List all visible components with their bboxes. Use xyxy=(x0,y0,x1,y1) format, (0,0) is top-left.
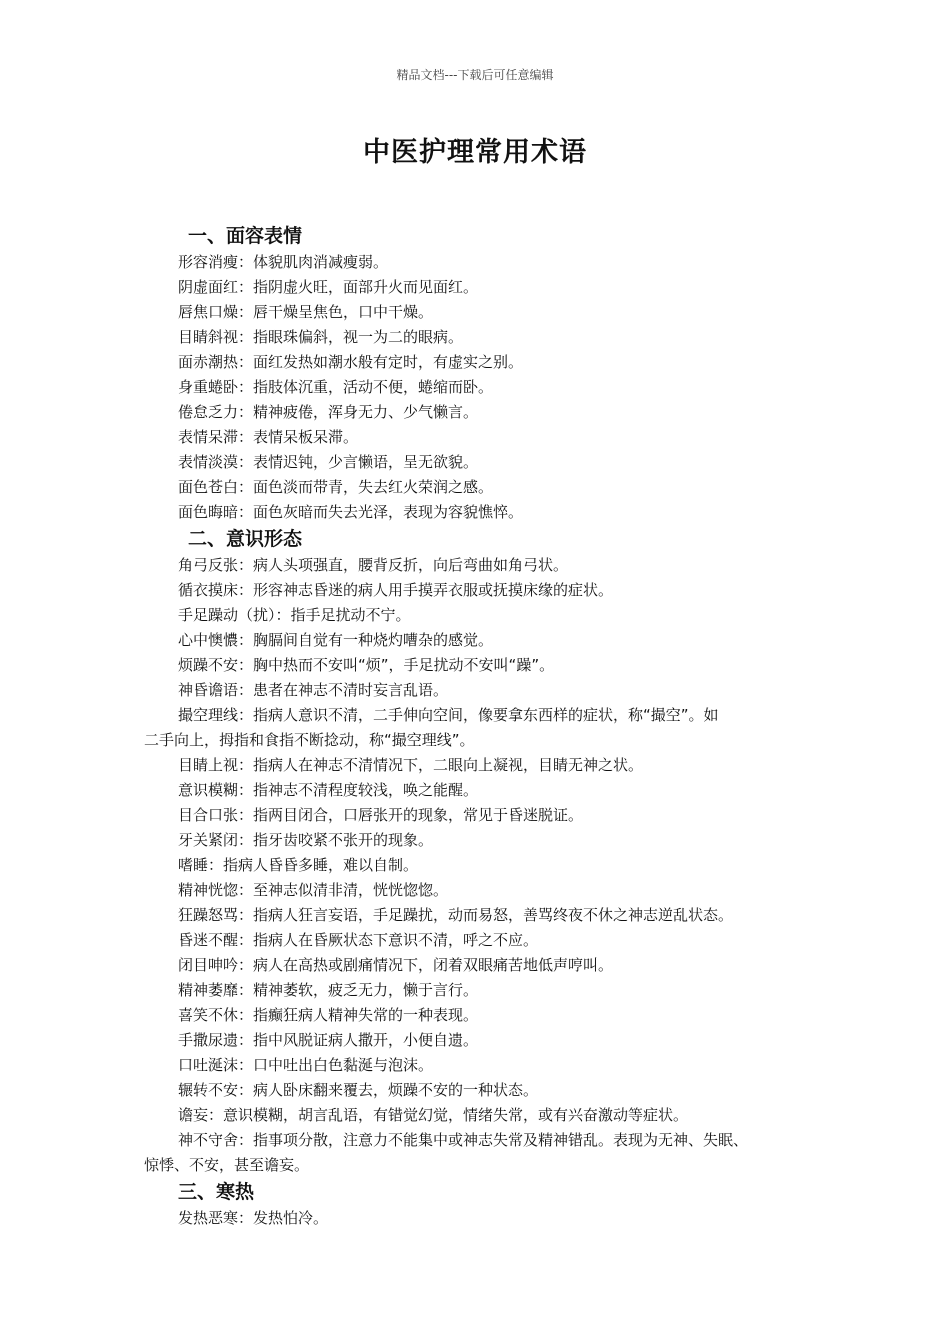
term-line: 身重蜷卧：指肢体沉重，活动不便，蜷缩而卧。 xyxy=(178,378,494,396)
term-paragraph xyxy=(0,1128,950,1178)
term-line: 面赤潮热：面红发热如潮水般有定时，有虚实之别。 xyxy=(178,353,524,371)
term-line: 撮空理线：指病人意识不清，二手伸向空间，像要拿东西样的症状，称“撮空”。如 xyxy=(178,706,719,724)
term-line: 口吐涎沫：口中吐出白色黏涎与泡沫。 xyxy=(178,1056,434,1074)
term-line: 谵妄：意识模糊，胡言乱语，有错觉幻觉，情绪失常，或有兴奋激动等症状。 xyxy=(178,1106,689,1124)
term-line: 心中懊憹：胸膈间自觉有一种烧灼嘈杂的感觉。 xyxy=(178,631,494,649)
term-line-continuation: 惊悸、不安，甚至谵妄。 xyxy=(144,1156,310,1174)
term-line: 表情淡漠：表情迟钝，少言懒语，呈无欲貌。 xyxy=(178,453,479,471)
term-line: 精神萎靡：精神萎软，疲乏无力，懒于言行。 xyxy=(178,981,479,999)
section-heading-facial-expression: 一、面容表情 xyxy=(188,225,303,247)
term-line: 辗转不安：病人卧床翻来覆去，烦躁不安的一种状态。 xyxy=(178,1081,539,1099)
document-body xyxy=(0,222,950,1231)
term-line: 神昏谵语：患者在神志不清时妄言乱语。 xyxy=(178,681,449,699)
term-line: 阴虚面红：指阴虚火旺，面部升火而见面红。 xyxy=(178,278,479,296)
document-title: 中医护理常用术语 xyxy=(363,137,587,168)
term-line: 唇焦口燥：唇干燥呈焦色，口中干燥。 xyxy=(178,303,434,321)
term-line: 面色晦暗：面色灰暗而失去光泽，表现为容貌憔悴。 xyxy=(178,503,524,521)
section-heading-cold-heat: 三、寒热 xyxy=(178,1181,255,1203)
term-line: 手撒尿遗：指中风脱证病人撒开，小便自遗。 xyxy=(178,1031,479,1049)
term-line-continuation: 二手向上，拇指和食指不断捻动，称“撮空理线”。 xyxy=(144,731,475,749)
section-heading-consciousness: 二、意识形态 xyxy=(188,528,303,550)
term-line: 目睛上视：指病人在神志不清情况下，二眼向上凝视，目睛无神之状。 xyxy=(178,756,644,774)
term-line: 嗜睡：指病人昏昏多睡，难以自制。 xyxy=(178,856,419,874)
term-paragraph xyxy=(0,703,950,753)
term-line: 昏迷不醒：指病人在昏厥状态下意识不清，呼之不应。 xyxy=(178,931,539,949)
term-line: 喜笑不休：指癫狂病人精神失常的一种表现。 xyxy=(178,1006,479,1024)
term-line: 神不守舍：指事项分散，注意力不能集中或神志失常及精神错乱。表现为无神、失眠、 xyxy=(178,1131,749,1149)
term-line: 手足躁动（扰）：指手足扰动不宁。 xyxy=(178,606,411,624)
term-line: 牙关紧闭：指牙齿咬紧不张开的现象。 xyxy=(178,831,434,849)
term-line: 烦躁不安：胸中热而不安叫“烦”，手足扰动不安叫“躁”。 xyxy=(178,656,555,674)
term-line: 角弓反张：病人头项强直，腰背反折，向后弯曲如角弓状。 xyxy=(178,556,569,574)
term-line: 狂躁怒骂：指病人狂言妄语，手足躁扰，动而易怒，善骂终夜不休之神志逆乱状态。 xyxy=(178,906,734,924)
term-line: 面色苍白：面色淡而带青，失去红火荣润之感。 xyxy=(178,478,494,496)
term-line: 目睛斜视：指眼珠偏斜，视一为二的眼病。 xyxy=(178,328,464,346)
term-line: 循衣摸床：形容神志昏迷的病人用手摸弄衣服或抚摸床缘的症状。 xyxy=(178,581,614,599)
term-line: 倦怠乏力：精神疲倦，浑身无力、少气懒言。 xyxy=(178,403,479,421)
page-header: 精品文档---下载后可任意编辑 xyxy=(396,68,554,82)
term-line: 表情呆滞：表情呆板呆滞。 xyxy=(178,428,359,446)
term-line: 形容消瘦：体貌肌肉消减瘦弱。 xyxy=(178,253,389,271)
term-line: 意识模糊：指神志不清程度较浅，唤之能醒。 xyxy=(178,781,479,799)
term-line: 目合口张：指两目闭合，口唇张开的现象，常见于昏迷脱证。 xyxy=(178,806,584,824)
term-line: 闭目呻吟：病人在高热或剧痛情况下，闭着双眼痛苦地低声哼叫。 xyxy=(178,956,614,974)
term-line: 精神恍惚：至神志似清非清，恍恍惚惚。 xyxy=(178,881,449,899)
term-line: 发热恶寒：发热怕冷。 xyxy=(178,1209,329,1227)
